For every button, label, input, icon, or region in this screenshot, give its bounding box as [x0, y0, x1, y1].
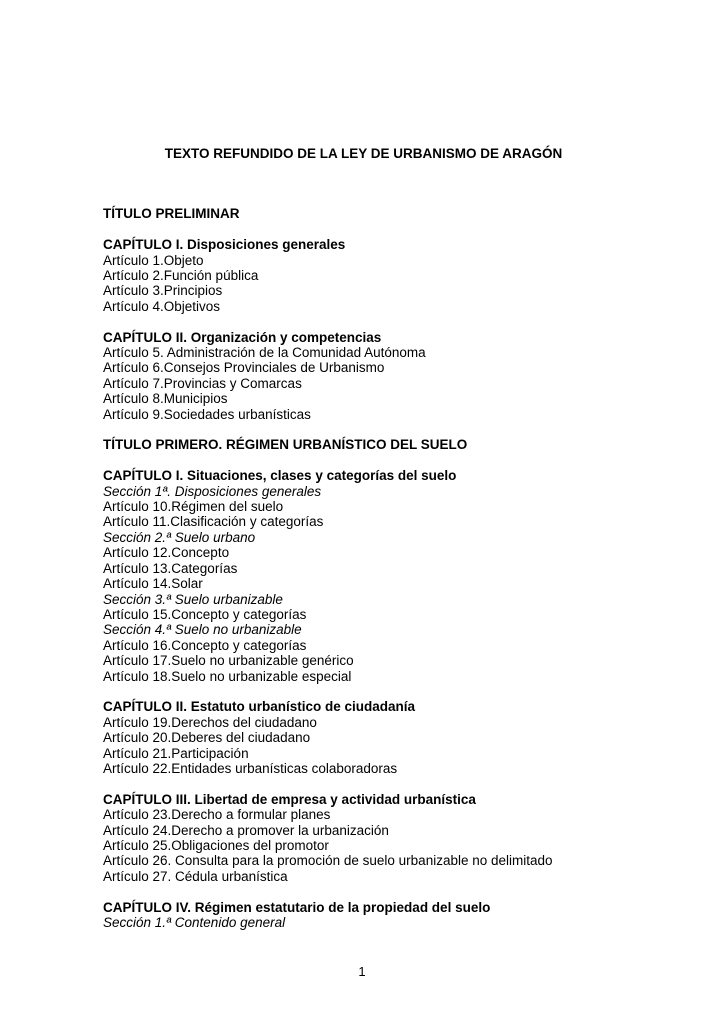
- toc-block: [103, 900, 624, 931]
- toc-articulo-line: Artículo 14.Solar: [103, 576, 203, 592]
- toc-articulo-line: Artículo 25.Obligaciones del promotor: [103, 837, 329, 853]
- toc-capitulo-heading: CAPÍTULO II. Estatuto urbanístico de ciudadanía: [103, 699, 416, 715]
- toc-articulo-line: Artículo 4.Objetivos: [103, 298, 221, 314]
- toc-articulo-line: Artículo 1.Objeto: [103, 252, 204, 268]
- page-number: 1: [358, 964, 366, 979]
- toc-titulo-heading: TÍTULO PRELIMINAR: [103, 206, 240, 222]
- toc-seccion-line: Sección 2.ª Suelo urbano: [103, 529, 256, 545]
- toc-block: [103, 792, 624, 884]
- toc-block: [103, 330, 624, 422]
- toc-block: [103, 699, 624, 776]
- toc-articulo-line: Artículo 23.Derecho a formular planes: [103, 807, 331, 823]
- toc-articulo-line: Artículo 20.Deberes del ciudadano: [103, 730, 311, 746]
- toc-seccion-line: Sección 3.ª Suelo urbanizable: [103, 591, 283, 607]
- toc-block: [103, 437, 624, 452]
- toc-articulo-line: Artículo 5. Administración de la Comunidad Autónoma: [103, 345, 426, 361]
- toc-block: [103, 468, 624, 684]
- document-title: TEXTO REFUNDIDO DE LA LEY DE URBANISMO DE ARAGÓN: [164, 146, 563, 161]
- toc-seccion-line: Sección 1.ª Contenido general: [103, 914, 286, 930]
- toc-articulo-line: Artículo 21.Participación: [103, 745, 249, 761]
- toc-articulo-line: Artículo 2.Función pública: [103, 268, 259, 284]
- toc-articulo-line: Artículo 24.Derecho a promover la urbanización: [103, 822, 389, 838]
- toc-articulo-line: Artículo 17.Suelo no urbanizable genérico: [103, 653, 354, 669]
- toc-articulo-line: Artículo 7.Provincias y Comarcas: [103, 375, 302, 391]
- toc-block: [103, 237, 624, 314]
- toc-articulo-line: Artículo 16.Concepto y categorías: [103, 637, 307, 653]
- toc-articulo-line: Artículo 18.Suelo no urbanizable especial: [103, 668, 352, 684]
- toc-titulo-heading: TÍTULO PRIMERO. RÉGIMEN URBANÍSTICO DEL SUELO: [103, 437, 468, 453]
- toc-seccion-line: Sección 1ª. Disposiciones generales: [103, 483, 322, 499]
- toc-articulo-line: Artículo 6.Consejos Provinciales de Urbanismo: [103, 360, 385, 376]
- toc-block: [103, 206, 624, 221]
- toc-articulo-line: Artículo 19.Derechos del ciudadano: [103, 714, 317, 730]
- toc-capitulo-heading: CAPÍTULO IV. Régimen estatutario de la propiedad del suelo: [103, 899, 491, 915]
- toc-articulo-line: Artículo 27. Cédula urbanística: [103, 868, 288, 884]
- toc-capitulo-heading: CAPÍTULO III. Libertad de empresa y actividad urbanística: [103, 791, 476, 807]
- document-body: [103, 206, 624, 930]
- toc-articulo-line: Artículo 9.Sociedades urbanísticas: [103, 406, 311, 422]
- toc-articulo-line: Artículo 22.Entidades urbanísticas colaboradoras: [103, 760, 398, 776]
- toc-capitulo-heading: CAPÍTULO I. Disposiciones generales: [103, 237, 346, 253]
- toc-articulo-line: Artículo 10.Régimen del suelo: [103, 499, 284, 515]
- document-content: [103, 146, 624, 946]
- toc-articulo-line: Artículo 11.Clasificación y categorías: [103, 514, 324, 530]
- toc-articulo-line: Artículo 3.Principios: [103, 283, 223, 299]
- toc-capitulo-heading: CAPÍTULO II. Organización y competencias: [103, 329, 382, 345]
- toc-articulo-line: Artículo 26. Consulta para la promoción de suelo urbanizable no delimitado: [103, 853, 553, 869]
- toc-articulo-line: Artículo 8.Municipios: [103, 391, 228, 407]
- toc-articulo-line: Artículo 12.Concepto: [103, 545, 230, 561]
- toc-capitulo-heading: CAPÍTULO I. Situaciones, clases y categorías del suelo: [103, 468, 457, 484]
- toc-seccion-line: Sección 4.ª Suelo no urbanizable: [103, 622, 302, 638]
- toc-articulo-line: Artículo 15.Concepto y categorías: [103, 606, 307, 622]
- toc-articulo-line: Artículo 13.Categorías: [103, 560, 238, 576]
